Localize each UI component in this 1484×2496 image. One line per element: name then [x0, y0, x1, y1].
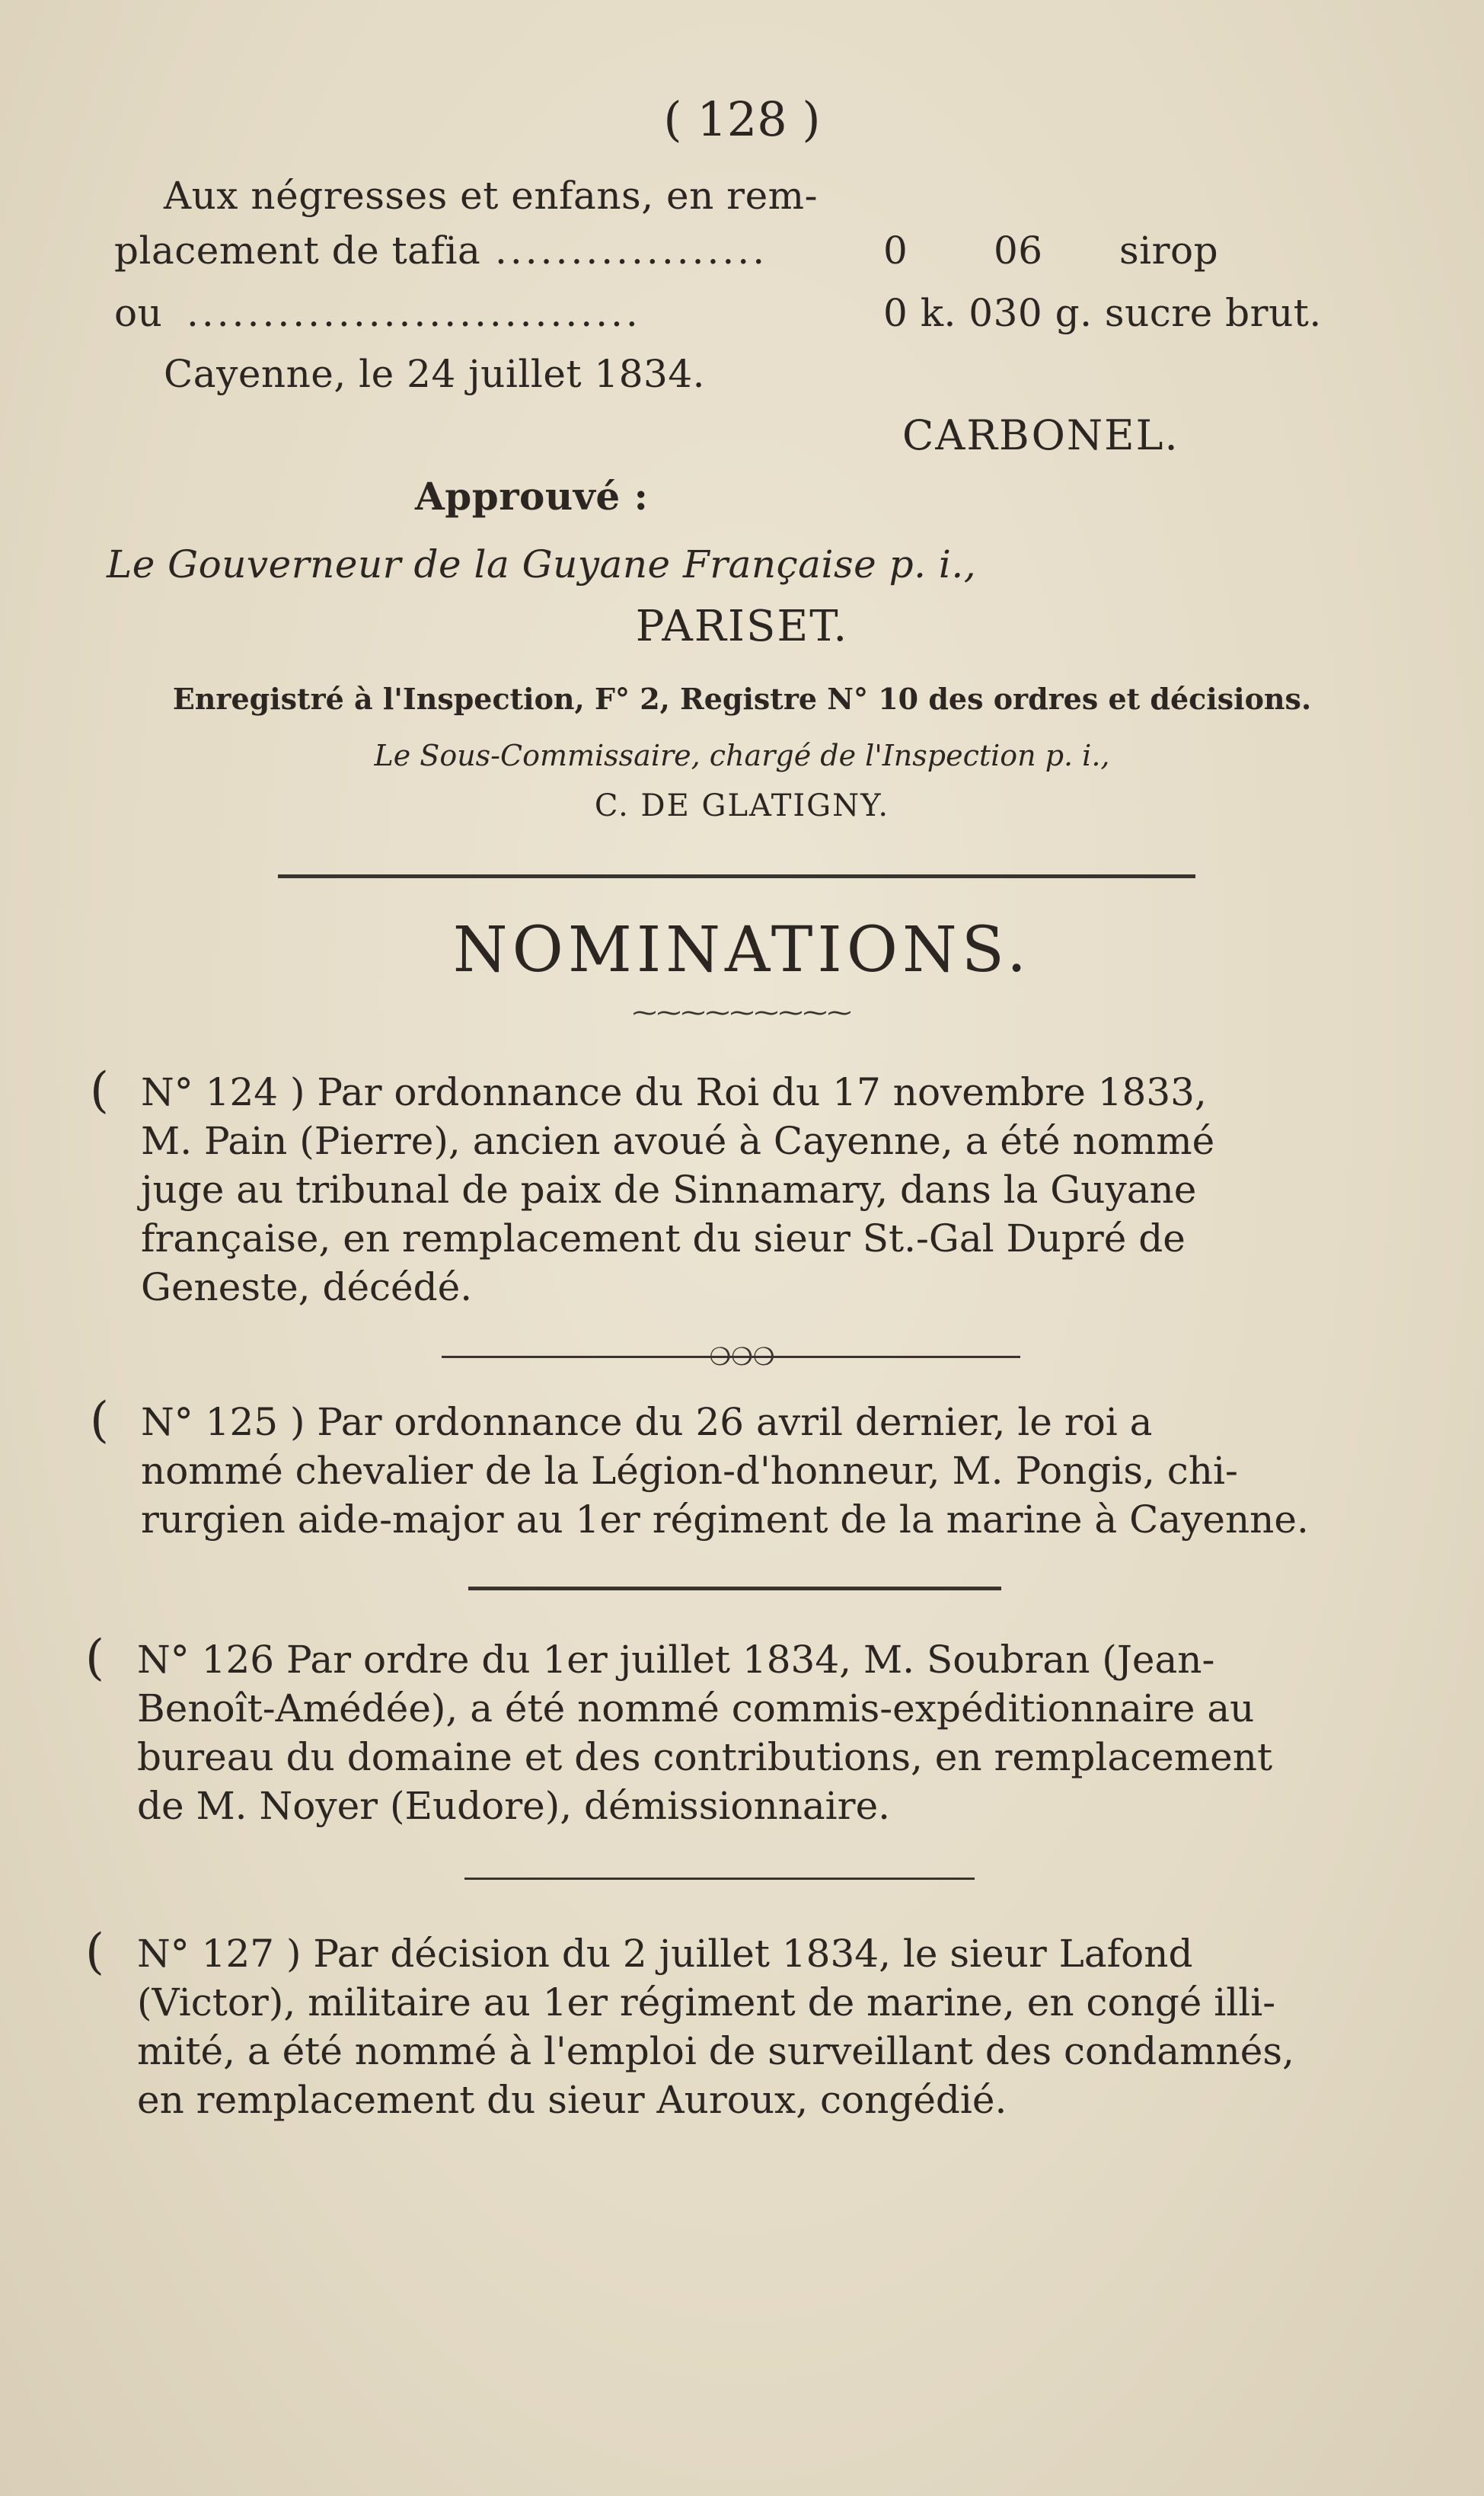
nomination-125: [141, 1398, 1374, 1544]
subcommissioner-title: Le Sous-Commissaire, chargé de l'Inspection p. i.,: [374, 739, 1110, 772]
divider-3: [464, 1878, 975, 1880]
page-number: ( 128 ): [663, 91, 821, 147]
nomination-126-line-1: N° 126 Par ordre du 1er juillet 1834, M. Soubran (Jean-: [137, 1638, 1215, 1682]
nomination-126-line-4: de M. Noyer (Eudore), démissionnaire.: [137, 1784, 891, 1828]
nomination-127-line-4: en remplacement du sieur Auroux, congédié.: [137, 2078, 1007, 2122]
nomination-124-line-2: M. Pain (Pierre), ancien avoué à Cayenne, a été nommé: [141, 1119, 1215, 1163]
registration-note: Enregistré à l'Inspection, F° 2, Registre N° 10 des ordres et décisions.: [172, 682, 1312, 716]
title-ornament: ⁓⁓⁓⁓⁓⁓⁓⁓⁓: [632, 998, 852, 1027]
nomination-127-line-1: N° 127 ) Par décision du 2 juillet 1834, le sieur Lafond: [137, 1932, 1193, 1976]
ration-line-3-text: ou: [114, 291, 163, 335]
ration-line-3-dots: ..............................: [187, 291, 641, 335]
nomination-125-line-1: N° 125 ) Par ordonnance du 26 avril dernier, le roi a: [141, 1400, 1153, 1444]
nomination-125-paren: (: [90, 1392, 109, 1449]
nomination-126-paren: (: [85, 1630, 104, 1686]
nomination-127-line-2: (Victor), militaire au 1er régiment de marine, en congé illi-: [137, 1980, 1276, 2025]
section-title: NOMINATIONS.: [452, 914, 1032, 986]
nomination-127-line-3: mité, a été nommé à l'emploi de surveillant des condamnés,: [137, 2029, 1294, 2073]
nomination-124-line-5: Geneste, décédé.: [141, 1265, 473, 1309]
nomination-126: [137, 1635, 1374, 1830]
governor-title: Le Gouverneur de la Guyane Française p. i.,: [107, 542, 977, 586]
nomination-124-paren: (: [90, 1063, 109, 1119]
approved-label: Approuvé :: [415, 474, 649, 519]
nomination-126-line-3: bureau du domaine et des contributions, en remplacement: [137, 1735, 1273, 1779]
subcommissioner-name: C. DE GLATIGNY.: [594, 788, 890, 823]
nomination-126-line-2: Benoît-Amédée), a été nommé commis-expéditionnaire au: [137, 1686, 1255, 1731]
ration-line-2-amount: 06: [994, 229, 1043, 273]
ration-line-2-dots: ..................: [495, 229, 768, 273]
divider-1-ornament: ❍❍❍: [709, 1342, 775, 1371]
ration-line-3-amount: 0 k. 030 g. sucre brut.: [883, 291, 1322, 335]
ration-line-1: Aux négresses et enfans, en rem-: [164, 174, 818, 218]
ration-line-2-quantity: 0: [883, 229, 908, 273]
divider-2: [468, 1587, 1001, 1590]
nomination-124-line-3: juge au tribunal de paix de Sinnamary, dans la Guyane: [141, 1168, 1197, 1212]
nomination-124: [141, 1068, 1374, 1312]
nomination-125-line-2: nommé chevalier de la Légion-d'honneur, M. Pongis, chi-: [141, 1449, 1238, 1493]
nomination-127-paren: (: [85, 1924, 104, 1980]
nomination-127: [137, 1929, 1374, 2124]
nomination-124-line-4: française, en remplacement du sieur St.-Gal Dupré de: [141, 1216, 1186, 1261]
governor-name: PARISET.: [635, 602, 849, 651]
nomination-125-line-3: rurgien aide-major au 1er régiment de la marine à Cayenne.: [141, 1497, 1309, 1542]
ration-line-2-text: placement de tafia: [114, 229, 481, 273]
nomination-124-line-1: N° 124 ) Par ordonnance du Roi du 17 novembre 1833,: [141, 1070, 1207, 1114]
place-date: Cayenne, le 24 juillet 1834.: [164, 352, 706, 396]
section-divider: [278, 874, 1195, 878]
ration-line-2-unit: sirop: [1119, 229, 1219, 273]
signature-carbonel: CARBONEL.: [902, 411, 1179, 459]
